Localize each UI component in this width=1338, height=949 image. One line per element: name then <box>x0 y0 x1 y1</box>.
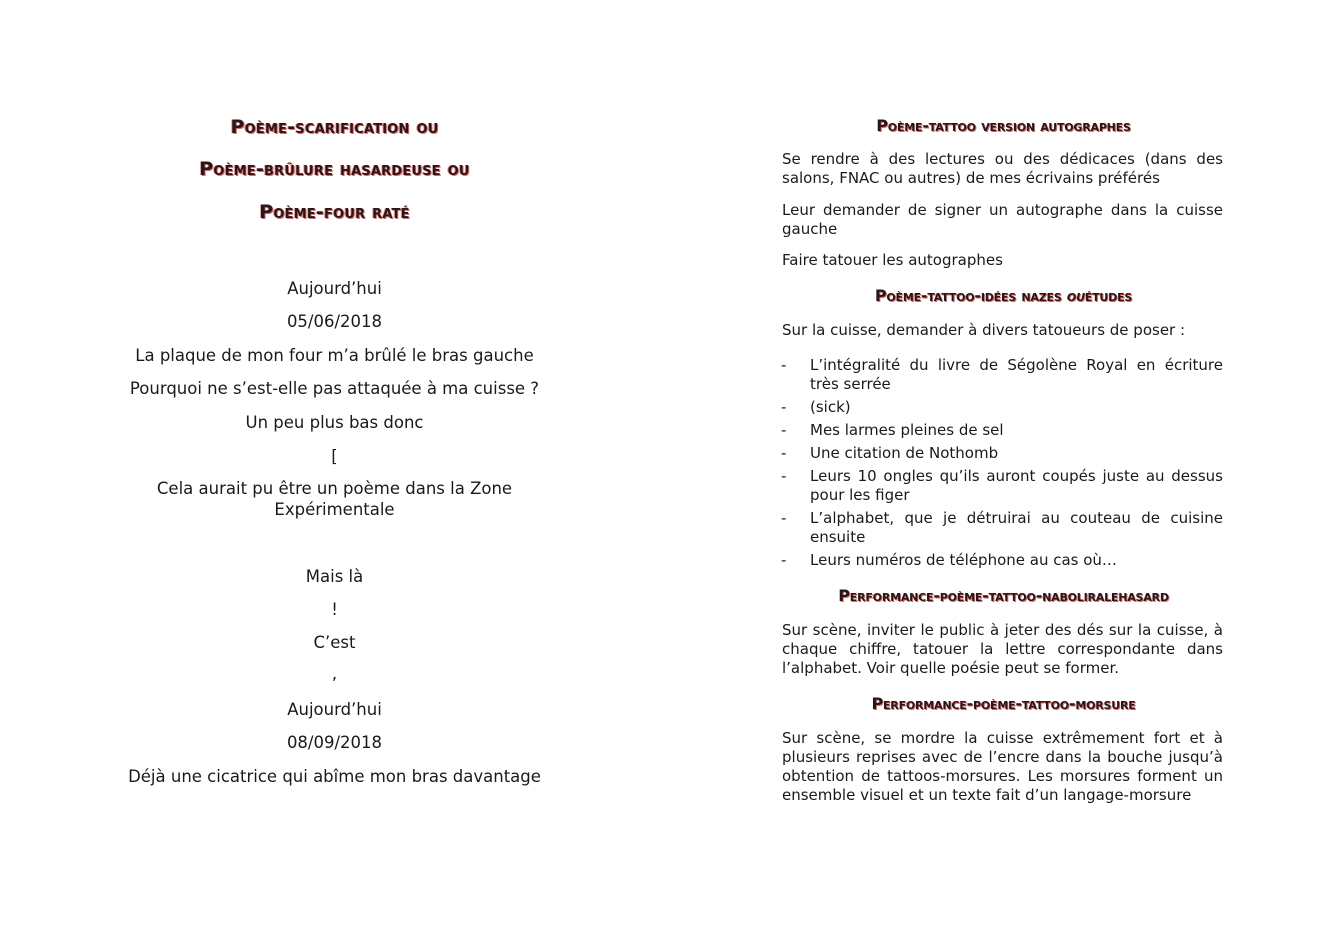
poem-line: 08/09/2018 <box>286 733 383 752</box>
list-item <box>781 356 1223 394</box>
list-item <box>781 421 1223 440</box>
poem-line: Déjà une cicatrice qui abîme mon bras davantage <box>128 767 541 786</box>
paragraph: Sur scène, se mordre la cuisse extrêmement fort et à plusieurs reprises avec de l’encre dans la bouche jusqu’à obtention de tattoos-morsures. Les morsures forment un ensemble visuel et un texte fait d’un langage-morsure <box>782 729 1223 804</box>
list-item <box>781 444 1223 463</box>
bullet-dash: - <box>781 398 787 416</box>
list-item-text: Mes larmes pleines de sel <box>810 421 1004 439</box>
poem-title-line-1: Poème-scarification ou <box>230 116 439 138</box>
poem-line: C’est <box>313 633 356 652</box>
paragraph: Faire tatouer les autographes <box>782 251 1003 269</box>
list-item <box>781 509 1223 547</box>
bullet-dash: - <box>781 467 787 485</box>
paragraph: Sur scène, inviter le public à jeter des dés sur la cuisse, à chaque chiffre, tatouer la lettre correspondante dans l’alphabet. Voir quelle poésie peut se former. <box>782 621 1223 677</box>
list-item-text: (sick) <box>810 398 851 416</box>
poem-line: Cela aurait pu être un poème dans la Zone <box>156 479 513 498</box>
right-page <box>669 0 1338 949</box>
list-item <box>781 551 1223 570</box>
poem-line: Un peu plus bas donc <box>245 413 424 432</box>
list-item <box>781 398 1223 417</box>
poem-line: Aujourd’hui <box>287 700 382 719</box>
bullet-dash: - <box>781 551 787 569</box>
bullet-dash: - <box>781 509 787 527</box>
section-heading: Poème-tattoo version autographes <box>876 116 1131 135</box>
poem-line: La plaque de mon four m’a brûlé le bras gauche <box>135 346 534 365</box>
poem-line: Aujourd’hui <box>287 279 382 298</box>
poem-line: Expérimentale <box>274 500 395 519</box>
list-item-text: Une citation de Nothomb <box>810 444 999 462</box>
list-item <box>781 467 1223 505</box>
list-item-text: Leurs numéros de téléphone au cas où… <box>810 551 1117 569</box>
list-item-text: L’intégralité du livre de Ségolène Royal en écriture très serrée <box>810 356 1223 393</box>
heading-emphasis: ou <box>1066 286 1085 305</box>
poem-line: [ <box>331 447 338 466</box>
bullet-dash: - <box>781 444 787 462</box>
poem-line: Pourquoi ne s’est-elle pas attaquée à ma cuisse ? <box>129 379 540 398</box>
poem-line: , <box>331 664 338 683</box>
poem-line: 05/06/2018 <box>286 312 383 331</box>
paragraph: Sur la cuisse, demander à divers tatoueurs de poser : <box>782 321 1186 339</box>
paragraph: Se rendre à des lectures ou des dédicaces (dans des salons, FNAC ou autres) de mes écrivains préférés <box>782 150 1223 187</box>
heading-part: Poème-tattoo-idées nazes <box>874 286 1067 305</box>
section-heading: Performance-poème-tattoo-naboliralehasard <box>838 586 1169 605</box>
section-heading: Performance-poème-tattoo-morsure <box>871 694 1136 713</box>
poem-title-line-3: Poème-four raté <box>259 201 410 223</box>
bullet-dash: - <box>781 421 787 439</box>
poem-line: ! <box>331 600 338 619</box>
list-item-text: Leurs 10 ongles qu’ils auront coupés juste au dessus pour les figer <box>810 467 1223 504</box>
bullet-dash: - <box>781 356 787 374</box>
poem-title-line-2: Poème-brûlure hasardeuse ou <box>199 158 470 180</box>
section-heading <box>669 286 1338 305</box>
list-item-text: L’alphabet, que je détruirai au couteau de cuisine ensuite <box>810 509 1223 546</box>
paragraph: Leur demander de signer un autographe dans la cuisse gauche <box>782 201 1223 238</box>
poem-line: Mais là <box>305 567 364 586</box>
heading-part: études <box>1084 286 1133 305</box>
